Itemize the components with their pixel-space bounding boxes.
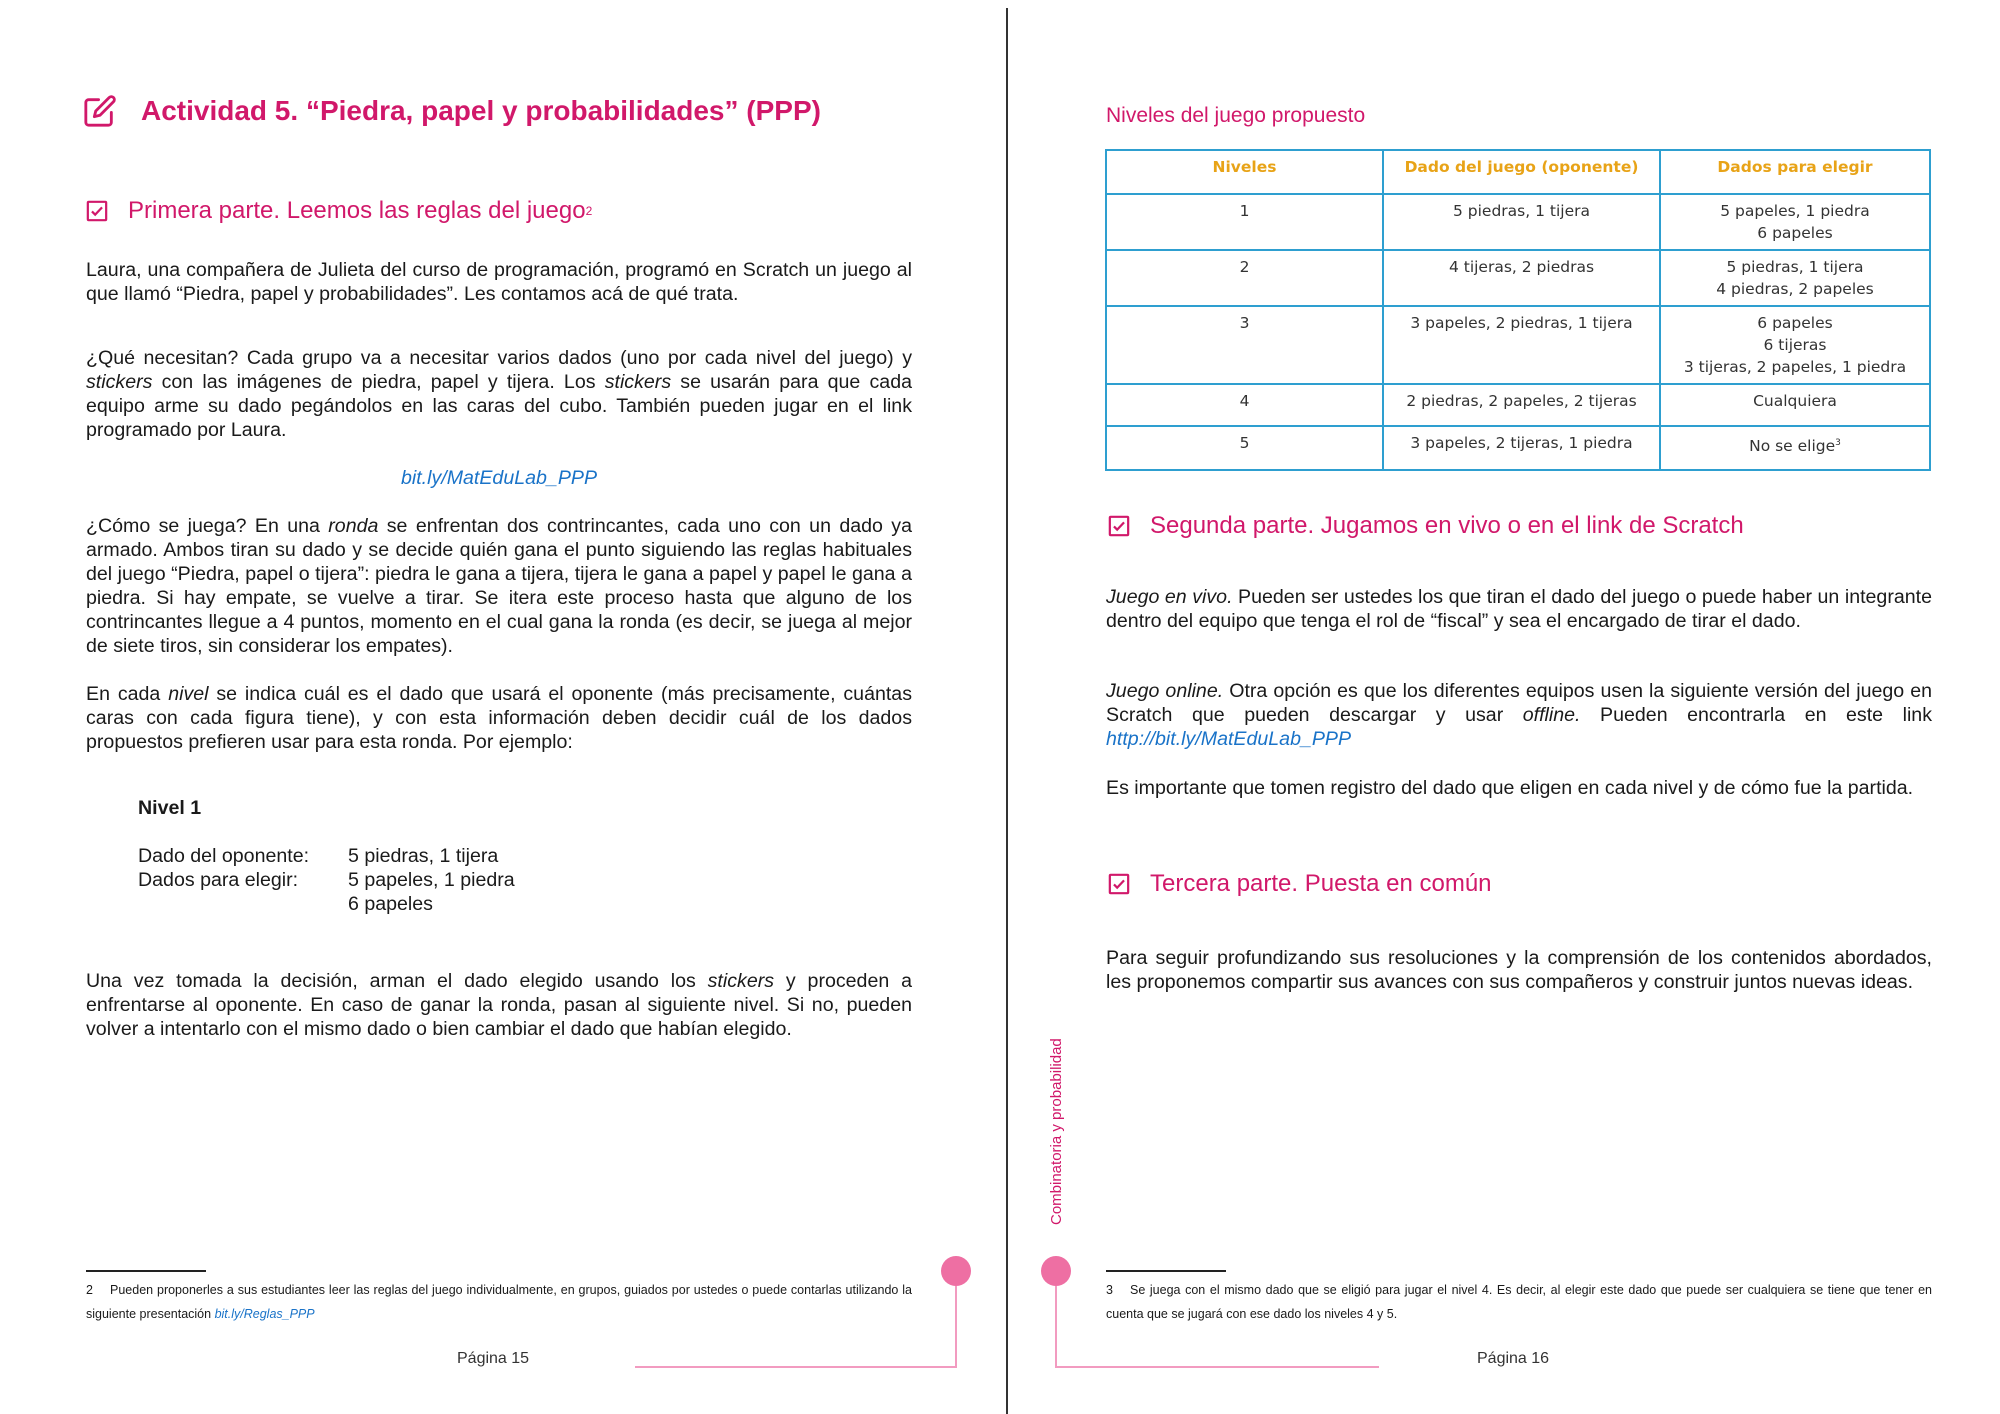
decorative-line-horizontal [1055, 1366, 1379, 1368]
online-game-paragraph: Juego online. Otra opción es que los diferentes equipos usen la siguiente versión del juego en Scratch que pueden descargar y usar offline. Pueden encontrarla en este link http://bit.ly/MatEduLab_PPP [1106, 680, 1932, 750]
decorative-dot [1041, 1256, 1071, 1286]
table-title: Niveles del juego propuesto [1106, 104, 1366, 127]
activity-title [83, 94, 821, 128]
example-title: Nivel 1 [138, 797, 202, 819]
section-side-label: Combinatoria y probabilidad [1048, 1038, 1065, 1225]
footnote-ref-2: 2 [585, 204, 593, 218]
level-cell: 3 [1106, 306, 1383, 384]
opponent-cell: 3 papeles, 2 piedras, 1 tijera [1383, 306, 1660, 384]
decorative-dot [941, 1256, 971, 1286]
example-box [138, 796, 515, 916]
table-row [1106, 194, 1930, 250]
scratch-download-link[interactable]: http://bit.ly/MatEduLab_PPP [1106, 728, 1352, 750]
sharing-paragraph: Para seguir profundizando sus resoluciones y la comprensión de los contenidos abordados, les proponemos compartir sus avances con sus compañeros y construir juntos nuevas ideas. [1106, 947, 1932, 993]
choices-cell: Cualquiera [1660, 384, 1930, 426]
opponent-cell: 4 tijeras, 2 piedras [1383, 250, 1660, 306]
opponent-cell: 2 piedras, 2 papeles, 2 tijeras [1383, 384, 1660, 426]
table-header: Dados para elegir [1660, 150, 1930, 194]
part2-heading-text: Segunda parte. Jugamos en vivo o en el link de Scratch [1150, 512, 1744, 539]
level-cell: 2 [1106, 250, 1383, 306]
page-number: Página 16 [1477, 1350, 1550, 1367]
footnote-rule [1106, 1270, 1226, 1272]
choices-cell: 6 papeles 6 tijeras 3 tijeras, 2 papeles, 1 piedra [1660, 306, 1930, 384]
levels-paragraph: En cada nivel se indica cuál es el dado que usará el oponente (más precisamente, cuántas caras con cada figura tiene), y con esta información deben decidir cuál de los dados propuestos prefieren usar para esta ronda. Por ejemplo: [86, 683, 912, 753]
live-game-paragraph: Juego en vivo. Pueden ser ustedes los que tiran el dado del juego o puede haber un integrante dentro del equipo que tenga el rol de “fiscal” y sea el encargado de tirar el dado. [1106, 586, 1932, 632]
footnote-link[interactable]: bit.ly/Reglas_PPP [214, 1307, 315, 1321]
part1-heading-text: Primera parte. Leemos las reglas del juego [128, 197, 586, 224]
page-divider [1006, 8, 1008, 1414]
part3-heading [1108, 870, 1492, 898]
opponent-cell: 5 piedras, 1 tijera [1383, 194, 1660, 250]
record-paragraph: Es importante que tomen registro del dado que eligen en cada nivel y de cómo fue la partida. [1106, 777, 1914, 799]
table-row [1106, 250, 1930, 306]
part1-heading [86, 197, 592, 225]
table-header: Dado del juego (oponente) [1383, 150, 1660, 194]
decorative-line-vertical [955, 1286, 957, 1367]
what-you-need-paragraph: ¿Qué necesitan? Cada grupo va a necesitar varios dados (uno por cada nivel del juego) y stickers con las imágenes de piedra, papel y tijera. Los stickers se usarán para que cada equipo arme su dado pegándolos en las caras del cubo. También pueden jugar en el link programado por Laura. [86, 347, 912, 441]
footnote-ref-3: 3 [1835, 438, 1841, 448]
table-header: Niveles [1106, 150, 1383, 194]
page-number: Página 15 [457, 1350, 530, 1367]
part3-heading-text: Tercera parte. Puesta en común [1150, 870, 1492, 897]
level-cell: 1 [1106, 194, 1383, 250]
table-row [1106, 306, 1930, 384]
example-row-opponent: Dado del oponente: 5 piedras, 1 tijera [138, 845, 499, 867]
level-cell: 5 [1106, 426, 1383, 470]
how-to-play-paragraph: ¿Cómo se juega? En una ronda se enfrentan dos contrincantes, cada uno con un dado ya armado. Ambos tiran su dado y se decide quién gana el punto siguiendo las reglas habituales del juego “Piedra, papel o tijera”: piedra le gana a tijera, tijera le gana a papel y papel le gana a piedra. Si hay empate, se vuelve a tirar. Se itera este proceso hasta que alguno de los contrincantes llegue a 4 puntos, momento en el cual gana la ronda (es decir, se juega al mejor de siete tiros, sin considerar los empates). [86, 515, 912, 657]
part2-heading [1108, 512, 1744, 540]
activity-title-text: Actividad 5. “Piedra, papel y probabilidades” (PPP) [141, 95, 821, 126]
footnote-3: 3 Se juega con el mismo dado que se eligió para jugar el nivel 4. Es decir, al elegir este dado que puede ser cualquiera se tiene que tener en cuenta que se jugará con ese dado los niveles 4 y 5. [1106, 1283, 1932, 1321]
edit-icon [83, 94, 117, 128]
scratch-link[interactable]: bit.ly/MatEduLab_PPP [400, 467, 598, 489]
opponent-cell: 3 papeles, 2 tijeras, 1 piedra [1383, 426, 1660, 470]
choices-cell: No se elige$^3$ [1660, 426, 1930, 470]
choices-cell: 5 papeles, 1 piedra 6 papeles [1660, 194, 1930, 250]
checkbox-icon [1108, 873, 1130, 895]
level-cell: 4 [1106, 384, 1383, 426]
choices-cell: 5 piedras, 1 tijera 4 piedras, 2 papeles [1660, 250, 1930, 306]
table-row [1106, 426, 1930, 470]
after-decision-paragraph: Una vez tomada la decisión, arman el dado elegido usando los stickers y proceden a enfrentarse al oponente. En caso de ganar la ronda, pasan al siguiente nivel. Si no, pueden volver a intentarlo con el mismo dado o bien cambiar el dado que habían elegido. [86, 970, 912, 1040]
checkbox-icon [86, 200, 108, 222]
decorative-line-horizontal [635, 1366, 957, 1368]
levels-table [1105, 149, 1931, 471]
checkbox-icon [1108, 515, 1130, 537]
example-row-choices: Dados para elegir: 5 papeles, 1 piedra 6 papeles [138, 869, 515, 915]
footnote-rule [86, 1270, 206, 1272]
table-header-row [1106, 150, 1930, 194]
decorative-line-vertical [1055, 1286, 1057, 1367]
intro-paragraph: Laura, una compañera de Julieta del curso de programación, programó en Scratch un juego al que llamó “Piedra, papel y probabilidades”. Les contamos acá de qué trata. [86, 259, 912, 305]
table-row [1106, 384, 1930, 426]
footnote-2: 2 Pueden proponerles a sus estudiantes leer las reglas del juego individualmente, en grupos, guiados por ustedes o puede contarlas utilizando la siguiente presentación bit.ly/Reglas_PPP [86, 1283, 912, 1321]
